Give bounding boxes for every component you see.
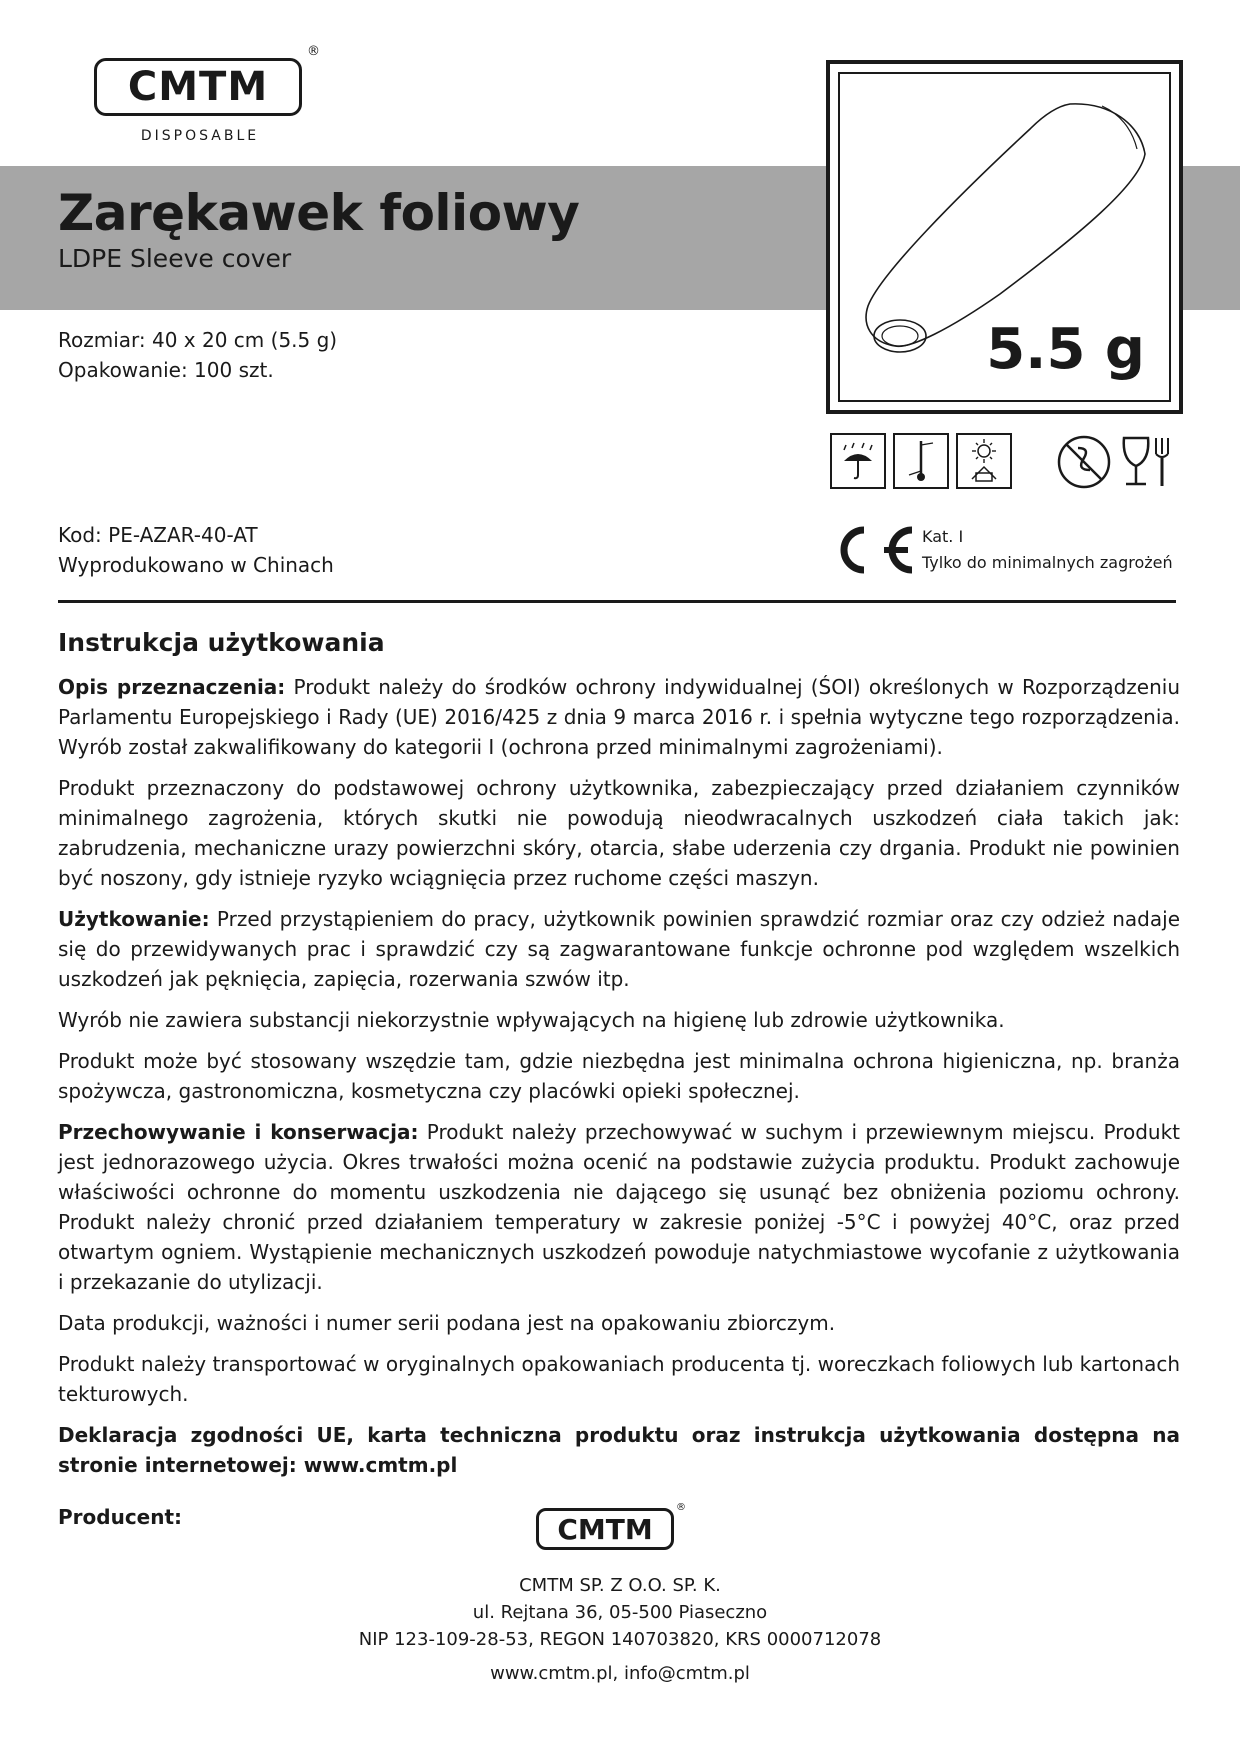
weight-label: 5.5 g (986, 317, 1145, 382)
ce-mark (826, 522, 918, 578)
keep-dry-icon (830, 433, 886, 489)
paragraph-transport: Produkt należy transportować w oryginalnych opakowaniach producenta tj. woreczkach foliowych lub kartonach tekturowych. (58, 1352, 1180, 1406)
paragraph-hygiene: Wyrób nie zawiera substancji niekorzystnie wpływających na higienę lub zdrowie użytkownika. (58, 1008, 1005, 1032)
product-title: Zarękawek foliowy (58, 184, 580, 242)
paragraph-application: Produkt może być stosowany wszędzie tam, gdzie niezbędna jest minimalna ochrona higieniczna, np. branża spożywcza, gastronomiczna, kosmetyczna czy placówki opieki społecznej. (58, 1049, 1180, 1103)
instructions-heading: Instrukcja użytkowania (58, 628, 385, 657)
producer-details (320, 1572, 920, 1653)
producer-logo-text: CMTM (557, 1512, 653, 1546)
paragraph-usage-label: Użytkowanie: (58, 907, 210, 931)
paragraph-storage (58, 1117, 1180, 1297)
product-codes (58, 520, 334, 580)
brand-logo-text: CMTM (127, 64, 269, 110)
product-origin: Wyprodukowano w Chinach (58, 553, 334, 577)
product-image-frame (838, 72, 1171, 402)
brand-tagline: DISPOSABLE (140, 128, 260, 144)
paragraph-usage-text: Przed przystąpieniem do pracy, użytkownik powinien sprawdzić rozmiar oraz czy odzież nadaje się do przewidywanych prac i sprawdzić czy są zagwarantowane funkcje ochronne pod względem wszelkich uszkodzeń jak pęknięcia, zapięcia, rozerwania szwów itp. (58, 907, 1180, 991)
paragraph-purpose (58, 672, 1180, 762)
keep-away-from-sunlight-icon (956, 433, 1012, 489)
paragraph-protection: Produkt przeznaczony do podstawowej ochrony użytkownika, zabezpieczający przed działaniem czynników minimalnego zagrożenia, których skutki nie powodują nieodwracalnych uszkodzeń ciała takich jak: zabrudzenia, mechaniczne urazy powierzchni skóry, otarcia, słabe uderzenia czy drgania. Produkt nie powinien być noszony, gdy istnieje ryzyko wciągnięcia przez ruchome części maszyn. (58, 776, 1180, 890)
ce-category-label: Kat. I (922, 527, 964, 546)
paragraph-dates: Data produkcji, ważności i numer serii podana jest na opakowaniu zbiorczym. (58, 1311, 836, 1335)
product-packaging: Opakowanie: 100 szt. (58, 358, 274, 382)
single-use-icon (1056, 434, 1112, 490)
instructions-body (58, 672, 1180, 1491)
divider (58, 600, 1176, 603)
paragraph-purpose-text: Produkt należy do środków ochrony indywidualnej (ŚOI) określonych w Rozporządzeniu Parlamentu Europejskiego i Rady (UE) 2016/425 z dnia 9 marca 2016 r. i spełnia wytyczne tego rozporządzenia. Wyrób został zakwalifikowany do kategorii I (ochrona przed minimalnymi zagrożeniami). (58, 675, 1180, 759)
producer-address: ul. Rejtana 36, 05-500 Piaseczno (472, 1602, 768, 1623)
product-subtitle: LDPE Sleeve cover (58, 244, 292, 273)
paragraph-purpose-label: Opis przeznaczenia: (58, 675, 286, 699)
product-code: Kod: PE-AZAR-40-AT (58, 523, 258, 547)
ce-category-description: Tylko do minimalnych zagrożeń (922, 553, 1173, 572)
product-size: Rozmiar: 40 x 20 cm (5.5 g) (58, 328, 338, 352)
paragraph-storage-text: Produkt należy przechowywać w suchym i przewiewnym miejscu. Produkt jest jednorazowego użycia. Okres trwałości można ocenić na podstawie zużycia produktu. Produkt zachowuje właściwości ochronne do momentu uszkodzenia nie dającego się usunąć bez obniżenia poziomu ochrony. Produkt należy chronić przed działaniem temperatury w zakresie poniżej -5°C i powyżej 40°C, oraz przed otwartym ogniem. Wystąpienie mechanicznych uszkodzeń powoduje natychmiastowe wycofanie z użytkowania i przekazanie do utylizacji. (58, 1120, 1180, 1294)
producer-name: CMTM SP. Z O.O. SP. K. (519, 1575, 721, 1596)
producer-registered-mark: ® (676, 1502, 686, 1513)
paragraph-usage (58, 904, 1180, 994)
product-specs (58, 325, 337, 385)
producer-ids: NIP 123-109-28-53, REGON 140703820, KRS 0000712078 (358, 1629, 882, 1650)
paragraph-declaration (58, 1420, 1180, 1480)
product-image-box (826, 60, 1183, 414)
food-contact-icon (1118, 432, 1180, 492)
temperature-icon (893, 433, 949, 489)
paragraph-declaration-text: Deklaracja zgodności UE, karta techniczna produktu oraz instrukcja użytkowania dostępna na stronie internetowej: www.cmtm.pl (58, 1423, 1180, 1477)
brand-logo (94, 58, 302, 116)
producer-contact: www.cmtm.pl, info@cmtm.pl (490, 1663, 750, 1684)
ce-category (922, 524, 1173, 576)
producer-label: Producent: (58, 1505, 183, 1529)
paragraph-storage-label: Przechowywanie i konserwacja: (58, 1120, 419, 1144)
producer-logo (536, 1508, 674, 1550)
registered-mark: ® (307, 44, 320, 59)
